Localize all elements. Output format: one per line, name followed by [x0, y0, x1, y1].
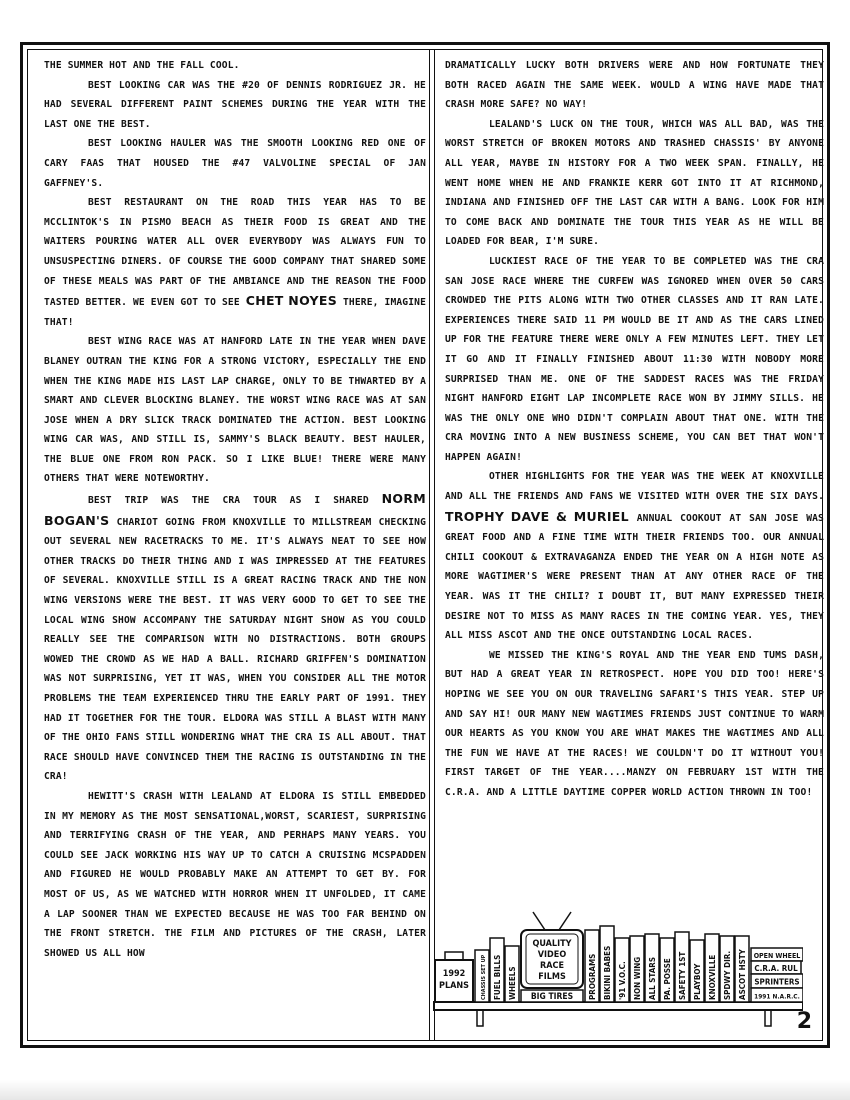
shelf-board: [433, 1002, 803, 1010]
book-spine-label: SAFETY 1ST: [678, 951, 687, 1000]
book-spine-label: WHEELS: [508, 966, 517, 1000]
stacked-book-label: 1991 N.A.R.C.: [754, 992, 800, 1001]
book-spine-label: BIKINI BABES: [603, 945, 612, 1000]
highlight-name: CHET NOYES: [245, 293, 338, 309]
plans-box-label: PLANS: [439, 981, 469, 991]
bookshelf-illustration: [433, 890, 803, 1030]
paragraph: LEALAND'S LUCK ON THE TOUR, WHICH WAS ALL BAD, WAS THE WORST STRETCH OF BROKEN MOTORS AND TRASHED CHASSIS' BY ANYONE ALL YEAR, MAYBE IN HISTORY FOR A TWO WEEK SPAN. FINALLY, HE WENT HOME WHEN HE AND FRANKIE KERR GOT INTO IT AT RICHMOND, INDIANA AND FINISHED OFF THE LAST CAR WITH A BANG. LOOK FOR HIM TO COME BACK AND DOMINATE THE TOUR THIS YEAR AS HE WILL BE LOADED FOR BEAR, I'M SURE.: [445, 118, 824, 248]
shelf-leg-left: [477, 1010, 483, 1026]
paragraph: BEST RESTAURANT ON THE ROAD THIS YEAR HAS TO BE MCCLINTOK'S IN PISMO BEACH AS THEIR FOOD IS GREAT AND THE WAITERS POURING WATER ALL OVER EVERYBODY WAS ALWAYS FUN TO UNSUSPECTING DINERS. OF COURSE THE GOOD COMPANY THAT SHARED SOME OF THESE MEALS WAS PART OF THE AMBIANCE AND THE REASON THE FOOD TASTED BETTER. WE EVEN GOT TO SEE CHET NOYES THERE, IMAGINE THAT!: [44, 197, 427, 328]
tv-base-label: BIG TIRES: [530, 992, 574, 1002]
paragraph: BEST WING RACE WAS AT HANFORD LATE IN THE YEAR WHEN DAVE BLANEY OUTRAN THE KING FOR A STRONG VICTORY, ESPECIALLY THE END WHEN THE KING MADE HIS LAST LAP CHARGE, ONLY TO BE THWARTED BY A SMART AND CLEVER BLOCKING BLANEY. THE WORST WING RACE WAS AT SAN JOSE WHEN A DRY SLICK TRACK DOMINATED THE ACTION. BEST LOOKING WING CAR WAS, AND STILL IS, SAMMY'S BLACK BEAUTY. BEST HAULER, THE BLUE ONE FROM RON PACK. SO I LIKE BLUE! THERE WERE MANY OTHERS THAT WERE NOTEWORTHY.: [44, 336, 426, 485]
paragraph: DRAMATICALLY LUCKY BOTH DRIVERS WERE AND HOW FORTUNATE THEY BOTH RACED AGAIN THE SAME WEEK. WOULD A WING HAVE MADE THAT CRASH MORE SAFE? NO WAY!: [445, 60, 824, 111]
highlight-name: NORM BOGAN'S: [44, 491, 426, 528]
stacked-book-label: OPEN WHEEL: [753, 952, 801, 960]
paragraph: WE MISSED THE KING'S ROYAL AND THE YEAR END TUMS DASH, BUT HAD A GREAT YEAR IN RETROSPECT. HOPE YOU DID TOO! HERE'S HOPING WE SEE YOU ON OUR TRAVELING SAFARI'S THIS YEAR. STEP UP AND SAY HI! OUR MANY NEW WAGTIMES FRIENDS JUST CONTINUE TO WARM OUR HEARTS AS YOU KNOW YOU ARE WHAT MAKES THE WAGTIMES AND ALL THE FUN WE HAVE AT THE RACES! WE COULDN'T DO IT WITHOUT YOU! FIRST TARGET OF THE YEAR....MANZY ON FEBRUARY 1ST WITH THE C.R.A. AND A LITTLE DAYTIME COPPER WORLD ACTION THROWN IN TOO!: [445, 649, 824, 798]
paragraph: BEST LOOKING CAR WAS THE #20 OF DENNIS RODRIGUEZ JR. HE HAD SEVERAL DIFFERENT PAINT SCHEMES DURING THE YEAR WITH THE LAST ONE THE BEST.: [44, 79, 426, 130]
left-column: [44, 56, 426, 963]
paragraph: BEST LOOKING HAULER WAS THE SMOOTH LOOKING RED ONE OF CARY FAAS THAT HOUSED THE #47 VALVOLINE SPECIAL OF JAN GAFFNEY'S.: [44, 138, 426, 189]
book-spine-label: PA. POSSE: [663, 958, 672, 1000]
paragraph: THE SUMMER HOT AND THE FALL COOL.: [44, 60, 240, 71]
highlight-name: TROPHY DAVE & MURIEL: [445, 508, 629, 524]
paragraph: BEST TRIP WAS THE CRA TOUR AS I SHARED NORM BOGAN'S CHARIOT GOING FROM KNOXVILLE TO MILLSTREAM CHECKING OUT SEVERAL NEW RACETRACKS TO ME. IT'S ALWAYS NEAT TO SEE HOW OTHER TRACKS DO THEIR THING AND I WAS IMPRESSED AT THE FEATURES OF SEVERAL. KNOXVILLE STILL IS A GREAT RACING TRACK AND THE NON WING VERSIONS WERE THE BEST. IT WAS VERY GOOD TO GET TO SEE THE LOCAL WING SHOW ACCOMPANY THE SATURDAY NIGHT SHOW AS YOU COULD REALLY SEE THE COMPARISON WITH NO DISTRACTIONS. BOTH GROUPS WOWED THE CROWD AS WE HAD A BALL. RICHARD GRIFFEN'S DOMINATION WAS NOT SURPRISING, YET IT WAS, WHEN YOU CONSIDER ALL THE MOTOR PROBLEMS THE TEAM EXPERIENCED THRU THE EARLY PART OF 1991. THEY HAD IT TOGETHER FOR THE TOUR. ELDORA WAS STILL A BLAST WITH MANY OF THE OHIO FANS STILL WONDERING WHAT THE CRA IS ALL ABOUT. THAT RACE SHOULD HAVE CONVINCED THEM THE RACING IS OUTSTANDING IN THE CRA!: [44, 491, 426, 783]
plans-box-label: 1992: [442, 969, 466, 979]
plans-box-handle: [445, 952, 463, 960]
paragraph: OTHER HIGHLIGHTS FOR THE YEAR WAS THE WEEK AT KNOXVILLE AND ALL THE FRIENDS AND FANS WE VISITED WITH OVER THE SIX DAYS. TROPHY DAVE & MURIEL ANNUAL COOKOUT AT SAN JOSE WAS GREAT FOOD AND A FINE TIME WITH THEIR FRIENDS TOO. OUR ANNUAL CHILI COOKOUT & EXTRAVAGANZA ENDED THE YEAR ON A HIGH NOTE AS MORE WAGTIMER'S WERE PRESENT THAN AT ANY OTHER RACE OF THE YEAR. WAS IT THE CHILI? I DOUBT IT, BUT MANY EXPRESSED THEIR DESIRE NOT TO MISS AS MANY RACES IN THE COMING YEAR. YES, THEY ALL MISS ASCOT AND THE ONCE OUTSTANDING LOCAL RACES.: [445, 471, 824, 642]
book-chassis-set-up: [475, 950, 489, 1002]
paragraph: HEWITT'S CRASH WITH LEALAND AT ELDORA IS STILL EMBEDDED IN MY MEMORY AS THE MOST SENSATIONAL,WORST, SCARIEST, SURPRISING AND TERRIFYING CRASH OF THE YEAR, AND PERHAPS MANY YEARS. YOU COULD SEE JACK WORKING HIS WAY UP TO CATCH A CRUISING MCSPADDEN AND FIGURED HE WOULD PROBABLY MAKE AN ATTEMPT TO GET BY. FOR MOST OF US, AS WE WATCHED WITH HORROR WHEN IT UNFOLDED, IT CAME A LAP SOONER THAN WE EXPECTED BECAUSE HE WAS TOO FAR BEHIND ON THE FRONT STRETCH. THE FILM AND PICTURES OF THE CRASH, LATER SHOWED US ALL HOW: [44, 790, 426, 959]
book-spine-label: SPDWY DIR.: [723, 950, 732, 1000]
tv-screen-line: QUALITY: [532, 939, 572, 949]
scan-edge-shadow: [0, 1080, 850, 1100]
tv-set: [521, 912, 583, 1002]
shelf-leg-right: [765, 1010, 771, 1026]
books-right: [585, 926, 749, 1002]
stacked-book-label: SPRINTERS: [754, 977, 800, 987]
book-spine-label: CHASSIS SET UP: [481, 954, 487, 1000]
book-spine-label: PLAYBOY: [693, 963, 702, 1000]
paragraph: LUCKIEST RACE OF THE YEAR TO BE COMPLETED WAS THE CRA SAN JOSE RACE WHERE THE CURFEW WAS IGNORED WHEN OVER 50 CARS CROWDED THE PITS ALONG WITH TWO OTHER CLASSES AND IT RAN LATE. EXPERIENCES THERE SAID 11 PM WOULD BE IT AND AS THE CARS LINED UP FOR THE FEATURE THERE WERE ONLY A FEW MINUTES LEFT. THEY LET IT GO AND IT FINALLY FINISHED ABOUT 11:30 WITH NOBODY MORE SURPRISED THAN ME. ONE OF THE SADDEST RACES WAS THE FRIDAY NIGHT HANFORD EIGHT LAP INCOMPLETE RACE WON BY JIMMY SILLS. HE WAS THE ONLY ONE WHO DIDN'T COMPLAIN ABOUT THAT ONE. WITH THE CRA MOVING INTO A NEW BUSINESS SCHEME, YOU CAN BET THAT WON'T HAPPEN AGAIN!: [445, 255, 824, 463]
book-spine-label: FUEL BILLS: [493, 954, 502, 1000]
tv-screen-line: FILMS: [538, 972, 566, 982]
book-fuel-bills: [490, 938, 504, 1002]
right-column: [445, 56, 824, 803]
book-spine-label: ALL STARS: [648, 956, 657, 1000]
book-spine-label: KNOXVILLE: [708, 954, 717, 1000]
stacked-book-label: C.R.A. RUL: [754, 964, 798, 973]
book-spine-label: ASCOT HSTY: [738, 949, 747, 1000]
book-spine-label: NON WING: [633, 956, 642, 1000]
tv-screen-line: VIDEO: [537, 950, 567, 960]
page-number: 2: [796, 1009, 812, 1034]
book-spine-label: PROGRAMS: [588, 953, 597, 1000]
tv-screen-line: RACE: [540, 961, 564, 971]
book-spine-label: '91 V.O.C.: [618, 961, 627, 1000]
book-wheels: [505, 946, 519, 1002]
stacked-books: [751, 948, 803, 1002]
